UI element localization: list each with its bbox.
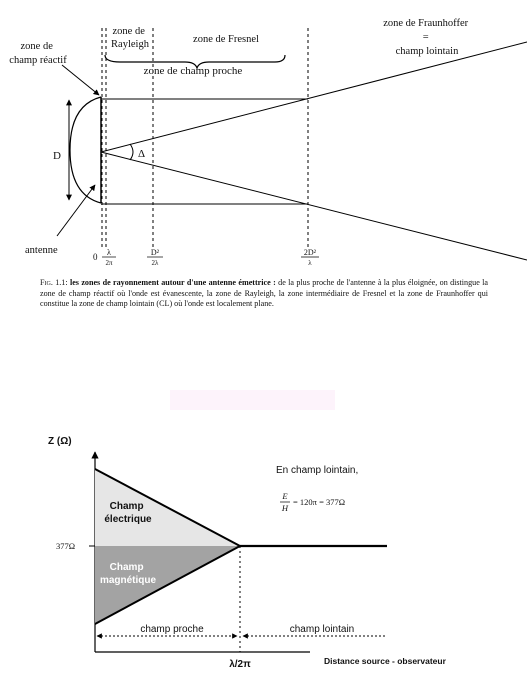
- fresnel-zone-label: zone de Fresnel: [193, 34, 259, 45]
- y-axis-label: Z (Ω): [48, 436, 72, 447]
- tick-lambda-den: 2π: [105, 259, 113, 267]
- impedance-diagram: [48, 436, 447, 670]
- formula-rhs: = 120π = 377Ω: [293, 497, 346, 507]
- antenna-pointer: [57, 185, 95, 236]
- zone-separators: [102, 28, 308, 250]
- fraunhofer-zone-label: zone de Fraunhoffer = champ lointain: [383, 18, 469, 57]
- divergence-lower: [101, 152, 527, 260]
- tick-d2-2lambda: [147, 248, 163, 267]
- reactive-zone-label: zone de champ réactif: [9, 41, 67, 66]
- tick-lambda-2pi: [102, 248, 116, 267]
- antenna-label: antenne: [25, 245, 58, 256]
- tick-lambda-num: λ: [107, 248, 111, 257]
- radiation-zones-diagram: [9, 18, 527, 267]
- rayleigh-zone-label: zone de Rayleigh: [111, 26, 149, 50]
- caption-body: de la plus proche de l'antenne à la plus éloignée, on distingue la zone de champ réactif où l'onde est évanescente, la zone de Rayleigh, la zone intermédiaire de Fresnel et la zone de Fraunhoffer qui constitue la zone de champ lointain (CL) où l'onde est localement plane.: [40, 278, 488, 309]
- divergence-upper: [101, 42, 527, 152]
- reactive-zone-pointer: [62, 65, 99, 95]
- caption-title: les zones de rayonnement autour d'une antenne émettrice :: [69, 278, 276, 287]
- impedance-formula: [280, 491, 345, 513]
- tick-2d2-den: λ: [308, 259, 312, 267]
- tick-zero: 0: [93, 252, 98, 262]
- x-axis-label: Distance source - observateur: [324, 656, 446, 666]
- level-label: 377Ω: [56, 541, 76, 551]
- tick-2d2-num: 2D²: [303, 248, 317, 257]
- caption-fig-label: Fig. 1.1:: [40, 278, 68, 287]
- angle-label: Δ: [138, 148, 146, 160]
- far-field-range-label: champ lointain: [289, 624, 355, 635]
- antenna-dish: [70, 97, 101, 203]
- diameter-label: D: [53, 150, 61, 162]
- near-field-range-label: champ proche: [140, 624, 204, 635]
- highlight-band: [170, 390, 335, 410]
- electric-field-label: Champ électrique: [104, 501, 152, 525]
- magnetic-field-label: Champ magnétique: [99, 562, 157, 586]
- tick-2d2-lambda: [301, 248, 319, 267]
- tick-d2-num: D²: [150, 248, 160, 257]
- formula-denominator: H: [281, 503, 289, 513]
- figure-caption: [40, 278, 488, 310]
- far-field-title: En champ lointain,: [276, 465, 359, 476]
- formula-numerator: E: [282, 491, 288, 501]
- angle-arc: [130, 144, 133, 160]
- x-tick-lambda-2pi: λ/2π: [229, 659, 251, 670]
- near-field-label: zone de champ proche: [143, 65, 243, 77]
- tick-d2-den: 2λ: [151, 259, 159, 267]
